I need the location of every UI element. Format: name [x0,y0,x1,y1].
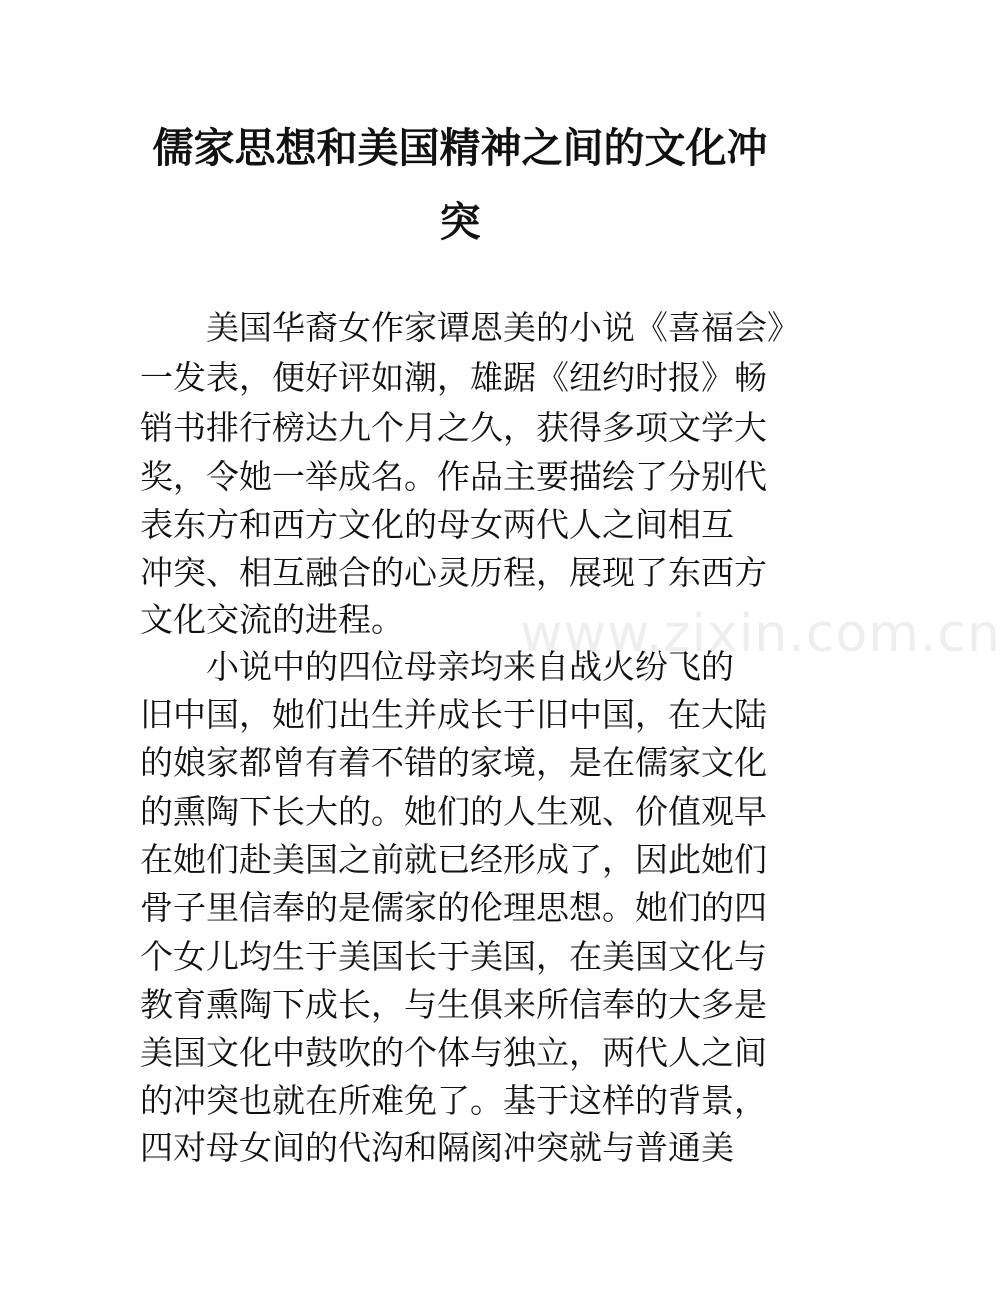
paragraph-2-line-7: 个女儿均生于美国长于美国，在美国文化与 [140,937,767,976]
paragraph-2-line-8: 教育熏陶下成长，与生俱来所信奉的大多是 [140,985,767,1024]
paragraph-2-line-10: 的冲突也就在所难免了。基于这样的背景， [140,1081,767,1120]
watermark: www.zixin.com.cn [520,604,1001,664]
paragraph-1-line-6: 冲突、相互融合的心灵历程，展现了东西方 [140,553,767,592]
paragraph-1-line-1: 美国华裔女作家谭恩美的小说《喜福会》 [206,308,800,347]
paragraph-1-line-5: 表东方和西方文化的母女两代人之间相互 [140,505,734,544]
paragraph-2-line-3: 的娘家都曾有着不错的家境，是在儒家文化 [140,743,767,782]
paragraph-1-line-4: 奖，令她一举成名。作品主要描绘了分别代 [140,457,767,496]
paragraph-1-line-2: 一发表，便好评如潮，雄踞《纽约时报》畅 [140,358,767,397]
paragraph-2-line-11: 四对母女间的代沟和隔阂冲突就与普通美 [140,1128,734,1167]
paragraph-2-line-5: 在她们赴美国之前就已经形成了，因此她们 [140,840,767,879]
document-title-line-2: 突 [439,198,481,246]
paragraph-1-line-3: 销书排行榜达九个月之久，获得多项文学大 [140,408,767,447]
paragraph-1-line-7: 文化交流的进程。 [140,600,404,639]
document-title-line-1: 儒家思想和美国精神之间的文化冲 [152,124,768,172]
paragraph-2-line-6: 骨子里信奉的是儒家的伦理思想。她们的四 [140,888,767,927]
paragraph-2-line-4: 的熏陶下长大的。她们的人生观、价值观早 [140,792,767,831]
paragraph-2-line-1: 小说中的四位母亲均来自战火纷飞的 [206,647,734,686]
paragraph-2-line-2: 旧中国，她们出生并成长于旧中国，在大陆 [140,695,767,734]
paragraph-2-line-9: 美国文化中鼓吹的个体与独立，两代人之间 [140,1033,767,1072]
